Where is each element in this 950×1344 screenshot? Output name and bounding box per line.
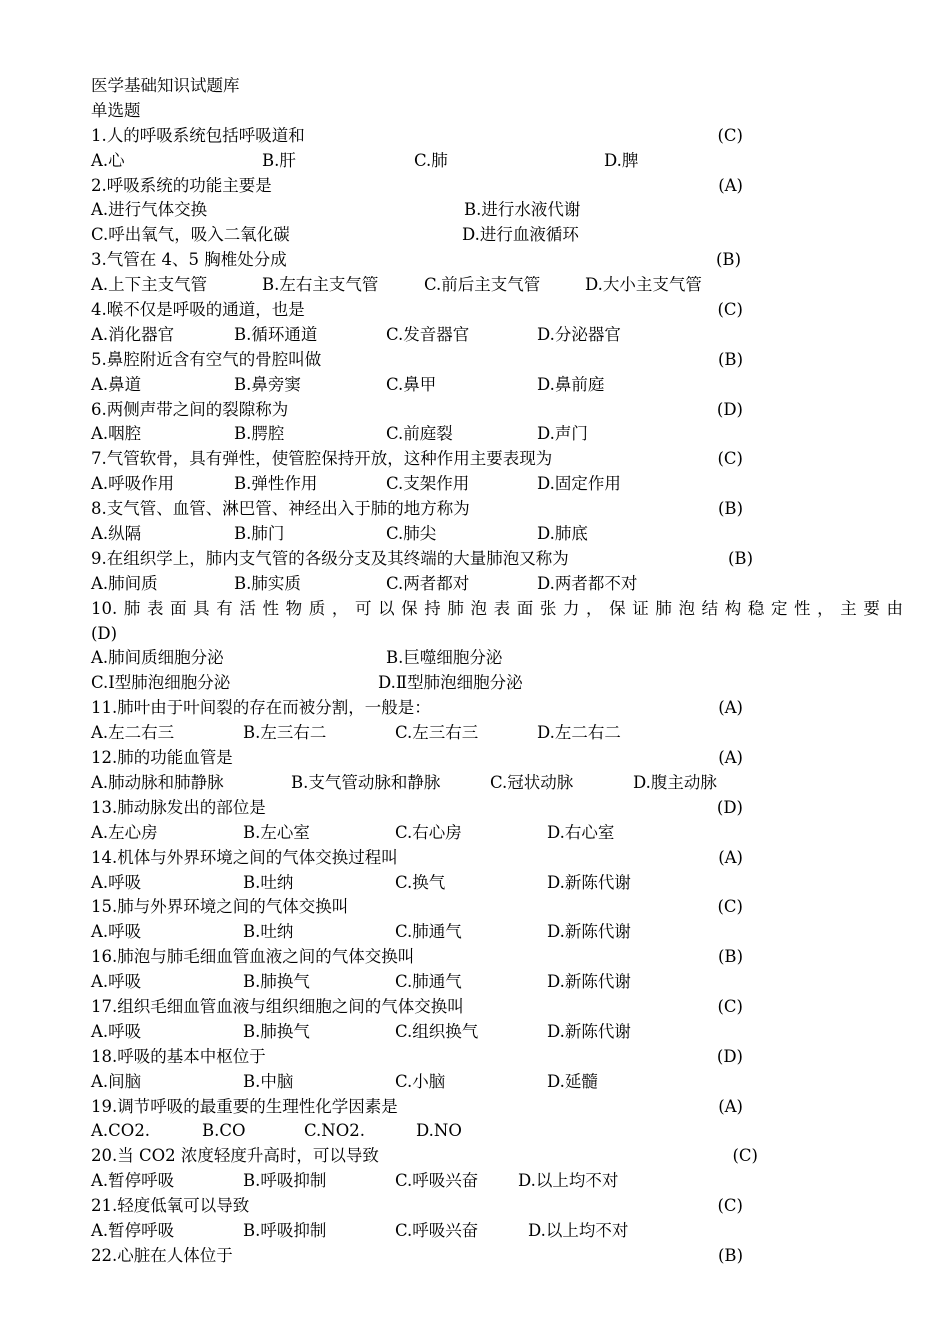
option-d: D.脾 xyxy=(604,150,639,170)
answer-key: (B) xyxy=(718,1245,743,1265)
option-d: D.延髓 xyxy=(547,1071,598,1091)
option-d: D.肺底 xyxy=(537,524,588,544)
option-c: C.换气 xyxy=(395,872,446,892)
document-title: 医学基础知识试题库 xyxy=(91,76,240,95)
option-b: B.吐纳 xyxy=(243,872,294,892)
question-stem: 7.气管软骨，具有弹性，使管腔保持开放，这种作用主要表现为 (C) xyxy=(91,447,911,472)
option-a: A.呼吸 xyxy=(91,872,142,892)
option-a: A.间脑 xyxy=(91,1071,142,1091)
options-row xyxy=(91,871,911,896)
options-row xyxy=(91,198,911,223)
question-stem: 9.在组织学上，肺内支气管的各级分支及其终端的大量肺泡又称为 (B) xyxy=(91,547,911,572)
option-d: D.新陈代谢 xyxy=(547,972,631,992)
answer-key: (D) xyxy=(716,399,743,419)
option-c: C.冠状动脉 xyxy=(490,772,574,792)
question-stem: 1.人的呼吸系统包括呼吸道和 (C) xyxy=(91,124,911,149)
option-c: C.支架作用 xyxy=(386,474,470,494)
option-a: A.纵隔 xyxy=(91,524,142,544)
question-stem: 2.呼吸系统的功能主要是 (A) xyxy=(91,174,911,199)
option-b: B.肺实质 xyxy=(234,573,301,593)
option-a: A.左二右三 xyxy=(91,723,175,743)
question-stem: 6.两侧声带之间的裂隙称为 (D) xyxy=(91,398,911,423)
answer-key: (A) xyxy=(718,698,743,718)
option-d: D.两者都不对 xyxy=(537,573,638,593)
question-stem: 14.机体与外界环境之间的气体交换过程叫 (A) xyxy=(91,846,911,871)
answer-key: (D) xyxy=(91,623,118,643)
option-d: D.NO xyxy=(416,1121,462,1141)
option-c: C.左三右三 xyxy=(395,723,479,743)
option-c: C.呼吸兴奋 xyxy=(395,1171,479,1191)
answer-key: (C) xyxy=(717,125,743,145)
option-c: C.小脑 xyxy=(395,1071,446,1091)
option-b: B.弹性作用 xyxy=(234,474,318,494)
question-stem: 20.当 CO2 浓度轻度升高时，可以导致 (C) xyxy=(91,1144,911,1169)
answer-key: (A) xyxy=(718,847,743,867)
option-c: C.发音器官 xyxy=(386,324,470,344)
option-c: C.前庭裂 xyxy=(386,424,453,444)
option-c: C.两者都对 xyxy=(386,573,470,593)
option-b: B.呼吸抑制 xyxy=(243,1171,327,1191)
option-b: B.肺换气 xyxy=(243,972,310,992)
answer-key: (D) xyxy=(716,797,743,817)
options-row xyxy=(91,821,911,846)
question-stem: 4.喉不仅是呼吸的通道，也是 (C) xyxy=(91,298,911,323)
option-a: A.暂停呼吸 xyxy=(91,1220,175,1240)
option-a: A.肺动脉和肺静脉 xyxy=(91,772,224,792)
document-page xyxy=(91,74,911,1269)
option-d: D.声门 xyxy=(537,424,588,444)
option-a: A.呼吸 xyxy=(91,1021,142,1041)
option-d: D.右心室 xyxy=(547,822,615,842)
option-a: A.呼吸作用 xyxy=(91,474,175,494)
option-b: B.左右主支气管 xyxy=(262,275,379,295)
question-stem: 8.支气管、血管、淋巴管、神经出入于肺的地方称为 (B) xyxy=(91,497,911,522)
options-row xyxy=(91,273,911,298)
option-c: C.组织换气 xyxy=(395,1021,479,1041)
option-d: D.进行血液循环 xyxy=(462,225,579,245)
answer-key: (B) xyxy=(718,947,743,967)
options-row xyxy=(91,970,911,995)
question-stem: 21.轻度低氧可以导致 (C) xyxy=(91,1194,911,1219)
options-row xyxy=(91,1119,911,1144)
options-row xyxy=(91,721,911,746)
question-stem: 13.肺动脉发出的部位是 (D) xyxy=(91,796,911,821)
option-b: B.左三右二 xyxy=(243,723,327,743)
option-d: D.大小主支气管 xyxy=(585,275,702,295)
option-d: D.腹主动脉 xyxy=(633,772,717,792)
option-b: B.循环通道 xyxy=(234,324,318,344)
option-d: D.左二右二 xyxy=(537,723,621,743)
question-stem: 16.肺泡与肺毛细血管血液之间的气体交换叫 (B) xyxy=(91,945,911,970)
option-c: C.Ⅰ型肺泡细胞分泌 xyxy=(91,673,231,693)
answer-key: (B) xyxy=(716,250,741,270)
option-d: D.以上均不对 xyxy=(528,1220,629,1240)
option-b: B.支气管动脉和静脉 xyxy=(291,772,441,792)
option-d: D.新陈代谢 xyxy=(547,1021,631,1041)
question-stem: 11.肺叶由于叶间裂的存在而被分割，一般是： (A) xyxy=(91,696,911,721)
option-c: C.NO2. xyxy=(304,1121,365,1141)
answer-key: (C) xyxy=(717,897,743,917)
option-d: D.以上均不对 xyxy=(518,1171,619,1191)
options-row xyxy=(91,472,911,497)
options-row xyxy=(91,646,911,671)
option-b: B.腭腔 xyxy=(234,424,285,444)
option-c: C.肺通气 xyxy=(395,972,462,992)
option-b: B.吐纳 xyxy=(243,922,294,942)
option-b: B.肺换气 xyxy=(243,1021,310,1041)
question-stem: 17.组织毛细血管血液与组织细胞之间的气体交换叫 (C) xyxy=(91,995,911,1020)
option-b: B.进行水液代谢 xyxy=(464,200,581,220)
options-row xyxy=(91,1070,911,1095)
answer-key: (A) xyxy=(718,748,743,768)
options-row xyxy=(91,1219,911,1244)
option-d: D.鼻前庭 xyxy=(537,374,605,394)
options-row xyxy=(91,323,911,348)
option-b: B.肺门 xyxy=(234,524,285,544)
answer-key: (A) xyxy=(718,1096,743,1116)
option-c: C.右心房 xyxy=(395,822,462,842)
answer-key: (B) xyxy=(718,349,743,369)
option-c: C.肺尖 xyxy=(386,524,437,544)
answer-key: (C) xyxy=(732,1146,758,1166)
option-a: A.左心房 xyxy=(91,822,158,842)
question-stem: 5.鼻腔附近含有空气的骨腔叫做 (B) xyxy=(91,348,911,373)
answer-key: (C) xyxy=(717,300,743,320)
question-stem: 19.调节呼吸的最重要的生理性化学因素是 (A) xyxy=(91,1095,911,1120)
option-a: A.上下主支气管 xyxy=(91,275,208,295)
section-heading: 单选题 xyxy=(91,100,141,120)
option-c: C.鼻甲 xyxy=(386,374,437,394)
option-b: B.CO xyxy=(202,1121,246,1141)
option-a: A.心 xyxy=(91,150,125,170)
options-row xyxy=(91,149,911,174)
options-row xyxy=(91,522,911,547)
option-b: B.左心室 xyxy=(243,822,310,842)
options-row xyxy=(91,572,911,597)
answer-key: (B) xyxy=(728,548,753,568)
question-stem: 3.气管在 4、5 胸椎处分成 (B) xyxy=(91,248,911,273)
options-row xyxy=(91,223,911,248)
option-a: A.肺间质细胞分泌 xyxy=(91,648,224,668)
option-a: A.呼吸 xyxy=(91,972,142,992)
option-d: D.Ⅱ型肺泡细胞分泌 xyxy=(378,673,523,693)
option-d: D.新陈代谢 xyxy=(547,872,631,892)
options-row xyxy=(91,1020,911,1045)
option-b: B.鼻旁窦 xyxy=(234,374,301,394)
options-row xyxy=(91,920,911,945)
option-a: A.咽腔 xyxy=(91,424,142,444)
option-a: A.暂停呼吸 xyxy=(91,1171,175,1191)
answer-key: (C) xyxy=(717,1196,743,1216)
question-stem: 12.肺的功能血管是 (A) xyxy=(91,746,911,771)
option-c: C.肺通气 xyxy=(395,922,462,942)
option-a: A.肺间质 xyxy=(91,573,158,593)
answer-key: (C) xyxy=(717,996,743,1016)
options-row xyxy=(91,373,911,398)
options-row xyxy=(91,771,911,796)
options-row xyxy=(91,1169,911,1194)
option-a: A.呼吸 xyxy=(91,922,142,942)
option-a: A.消化器官 xyxy=(91,324,175,344)
option-b: B.巨噬细胞分泌 xyxy=(386,648,503,668)
question-stem: 10.肺表面具有活性物质，可以保持肺泡表面张力，保证肺泡结构稳定性，主要由 xyxy=(91,598,903,618)
option-a: A.CO2. xyxy=(91,1121,151,1141)
option-d: D.分泌器官 xyxy=(537,324,621,344)
question-stem: 18.呼吸的基本中枢位于 (D) xyxy=(91,1045,911,1070)
option-a: A.鼻道 xyxy=(91,374,142,394)
option-d: D.新陈代谢 xyxy=(547,922,631,942)
answer-key: (C) xyxy=(717,449,743,469)
option-c: C.呼吸兴奋 xyxy=(395,1220,479,1240)
question-stem: 15.肺与外界环境之间的气体交换叫 (C) xyxy=(91,895,911,920)
options-row xyxy=(91,671,911,696)
question-stem: 22.心脏在人体位于 (B) xyxy=(91,1244,911,1269)
option-d: D.固定作用 xyxy=(537,474,621,494)
option-c: C.呼出氧气，吸入二氧化碳 xyxy=(91,225,290,245)
option-c: C.肺 xyxy=(414,150,448,170)
option-c: C.前后主支气管 xyxy=(424,275,541,295)
answer-key: (B) xyxy=(718,499,743,519)
options-row xyxy=(91,422,911,447)
option-a: A.进行气体交换 xyxy=(91,200,208,220)
answer-key: (A) xyxy=(718,175,743,195)
answer-key: (D) xyxy=(716,1046,743,1066)
option-b: B.呼吸抑制 xyxy=(243,1220,327,1240)
option-b: B.肝 xyxy=(262,150,296,170)
option-b: B.中脑 xyxy=(243,1071,294,1091)
